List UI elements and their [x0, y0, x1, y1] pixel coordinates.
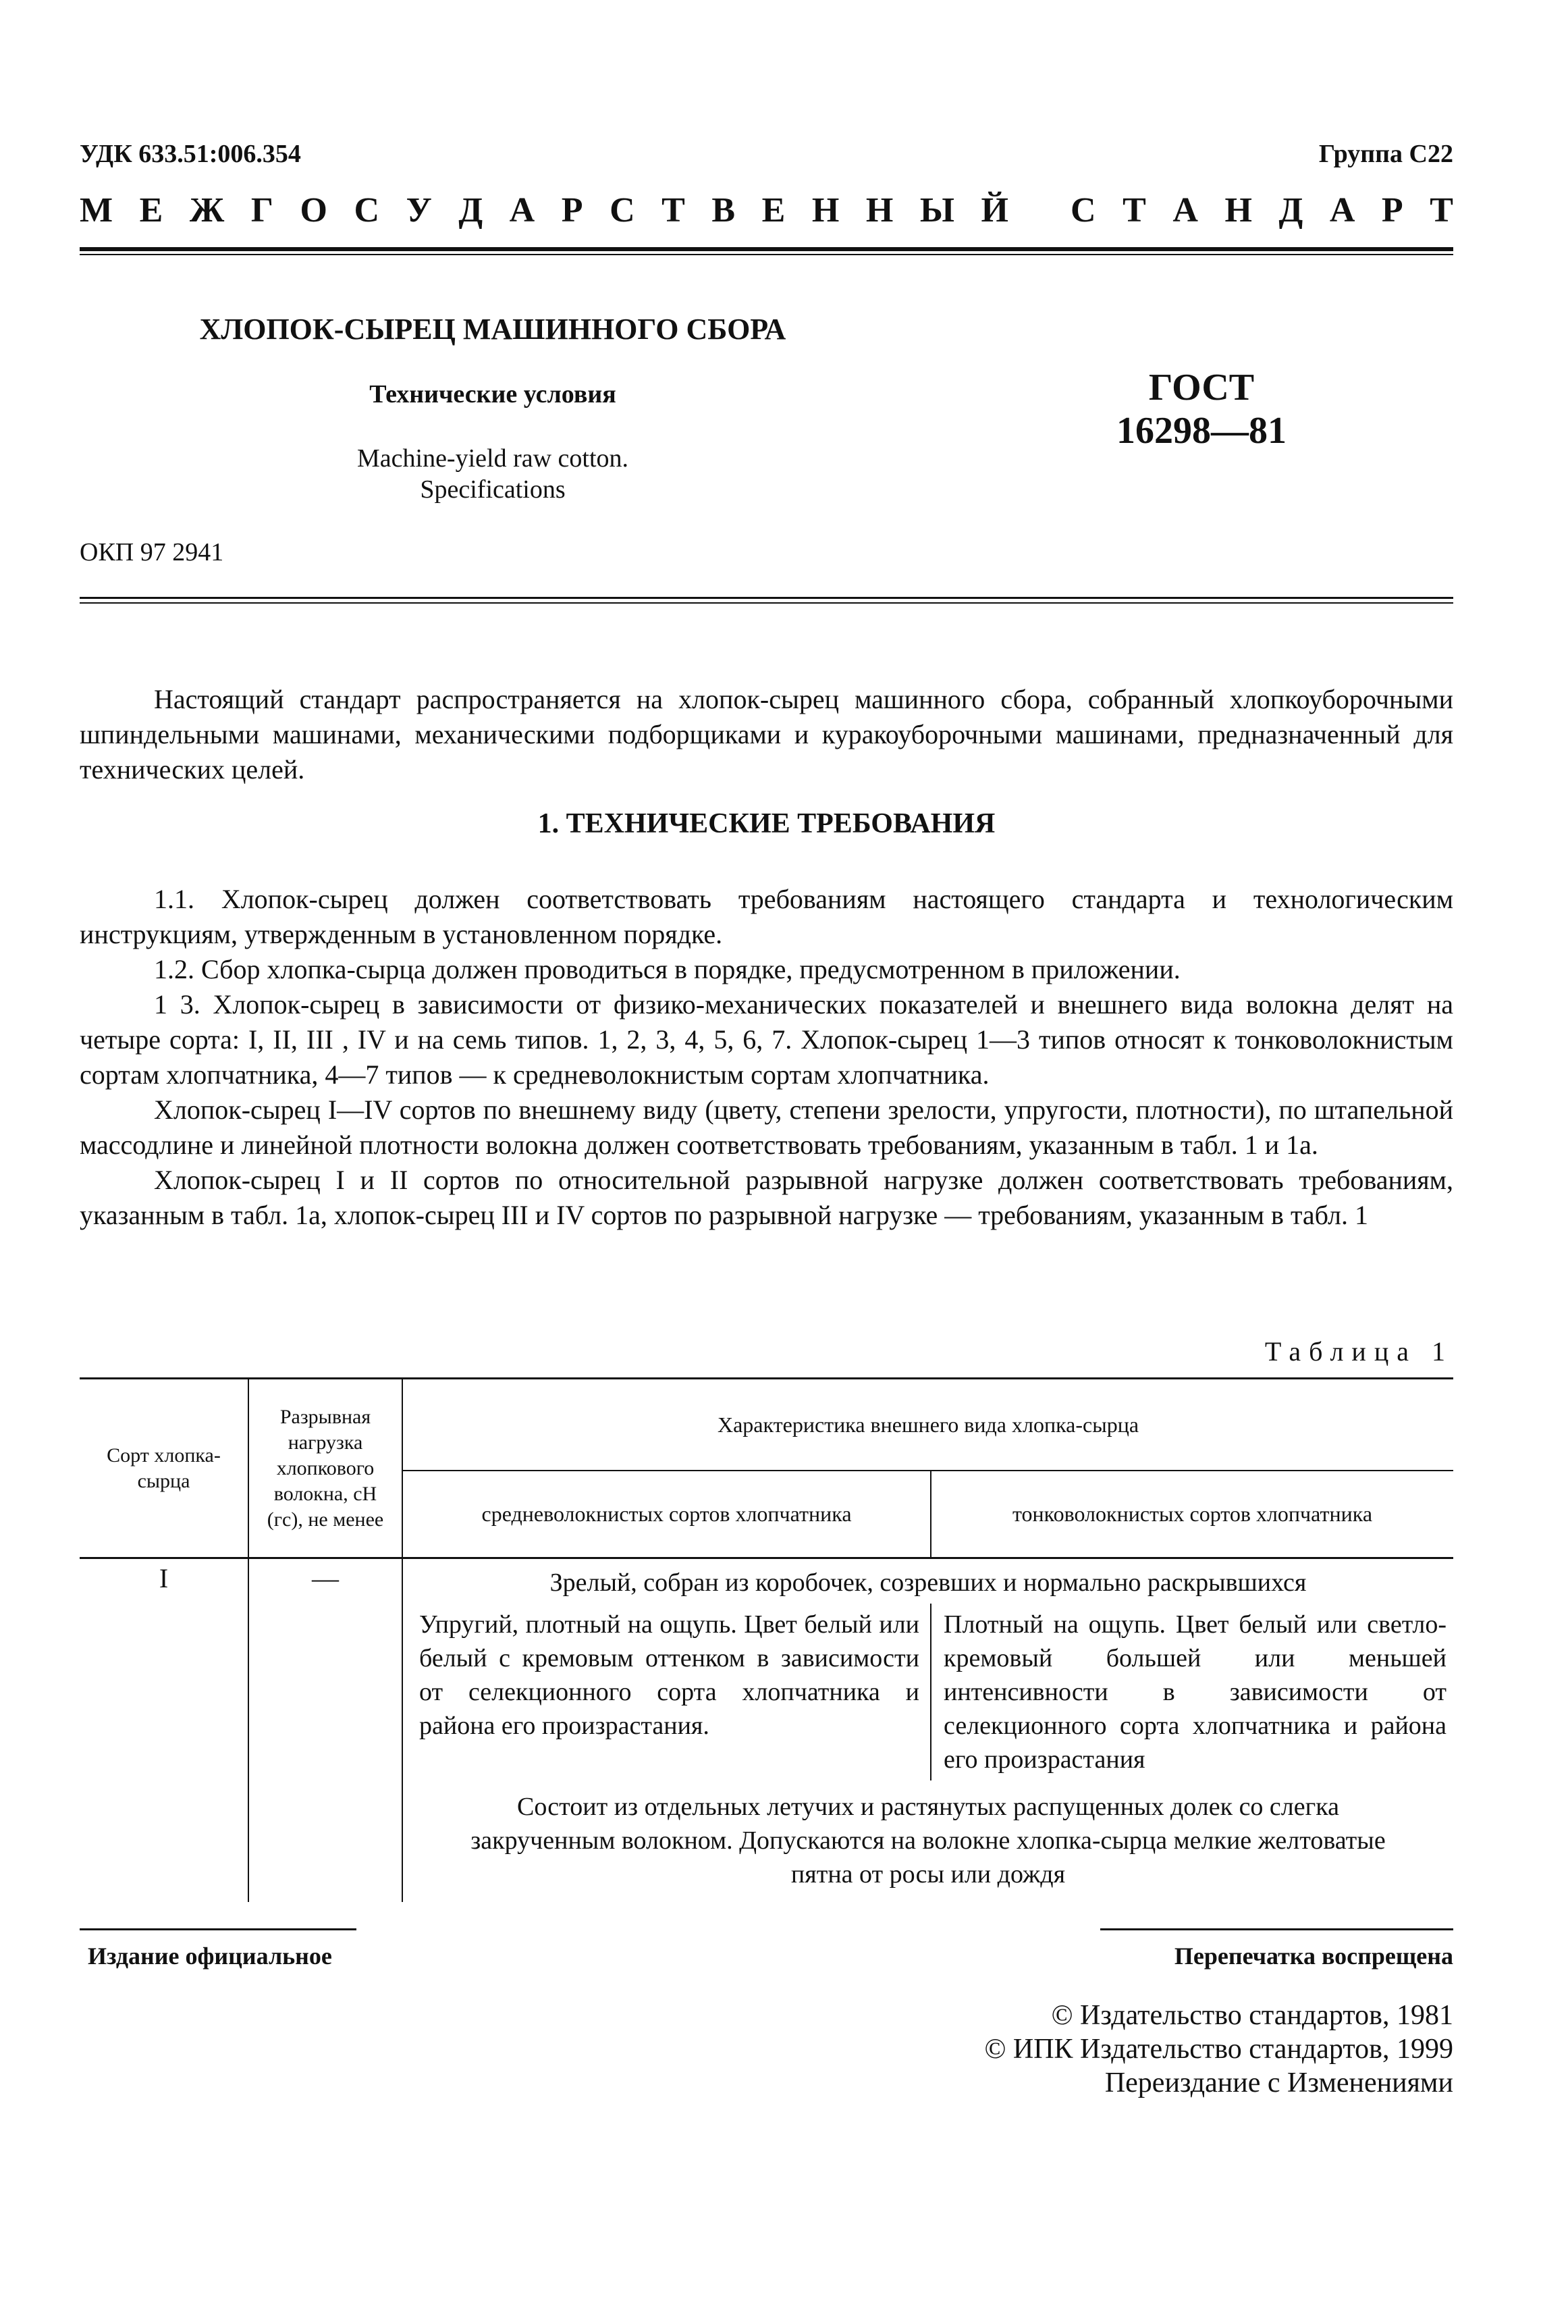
row-load: — — [248, 1558, 402, 1903]
english-title — [290, 443, 695, 505]
banner-letter: А — [509, 191, 535, 230]
row-medium-description: Упругий, плотный на ощупь. Цвет белый или белый с кремовым оттенком в зависимости от селекционного сорта хлопчатника и района его произрастания. — [402, 1604, 931, 1780]
banner-letter: О — [300, 191, 327, 230]
udk-code: УДК 633.51:006.354 — [80, 140, 301, 168]
banner-letter: Е — [139, 191, 163, 230]
banner-letter: У — [406, 191, 432, 230]
title-rule-2 — [80, 602, 1453, 604]
okp-code: ОКП 97 2941 — [80, 538, 224, 566]
banner-letter: Ы — [919, 191, 954, 230]
banner-letter: Н — [811, 191, 840, 230]
copyright-block — [984, 1999, 1453, 2100]
intro-text: Настоящий стандарт распространяется на хлопок-сырец машинного сбора, собранный хлопкоуборочными шпиндельными машинами, механическими подборщиками и куракоуборочными машинами, предназначенный для технических целей. — [80, 684, 1453, 785]
row-fine-description: Плотный на ощупь. Цвет белый или светло-кремовый большей или меньшей интенсивности в зависимости от селекционного сорта хлопчатника и района его произрастания — [944, 1610, 1447, 1774]
group-code: Группа С22 — [1318, 140, 1453, 168]
col-header-characteristic: Характеристика внешнего вида хлопка-сырца — [402, 1379, 1453, 1471]
document-subtitle: Технические условия — [369, 380, 616, 408]
official-edition: Издание официальное — [88, 1943, 332, 1970]
clause-1-3-load: Хлопок-сырец I и II сортов по относительной разрывной нагрузке должен соответствовать требованиям, указанным в табл. 1а, хлопок-сырец III и IV сортов по разрывной нагрузке — требованиям, указанным в табл. 1 — [80, 1165, 1453, 1230]
banner-letter: А — [1172, 191, 1198, 230]
table-1 — [80, 1377, 1453, 1902]
banner-letter: Р — [1381, 191, 1403, 230]
banner-letter: Д — [1278, 191, 1303, 230]
copyright-1981: © Издательство стандартов, 1981 — [1051, 2000, 1453, 2031]
english-title-line-1: Machine-yield raw cotton. — [356, 444, 629, 473]
table-caption: Таблица 1 — [1264, 1336, 1453, 1367]
section-body — [80, 882, 1453, 1233]
gost-number — [1060, 366, 1343, 452]
banner-letter: Ж — [189, 191, 225, 230]
clause-1-3: 1 3. Хлопок-сырец в зависимости от физико-механических показателей и внешнего вида волокна делят на четыре сорта: I, II, III , IV и на семь типов. 1, 2, 3, 4, 5, 6, 7. Хлопок-сырец 1—3 типов относят к тонковолокнистым сортам хлопчатника, 4—7 типов — к средневолокнистым сортам хлопчатника. — [80, 989, 1453, 1090]
reprint-prohibited: Перепечатка воспрещена — [1174, 1943, 1453, 1970]
banner-letter: Н — [1224, 191, 1252, 230]
gost-code: 16298—81 — [1116, 410, 1287, 452]
table-header-row-1 — [80, 1379, 1453, 1471]
col-header-sort: Сорт хлопка-сырца — [80, 1379, 248, 1558]
banner-letter: Н — [865, 191, 894, 230]
row-sort: I — [80, 1558, 248, 1903]
section-heading: 1. ТЕХНИЧЕСКИЕ ТРЕБОВАНИЯ — [537, 808, 996, 839]
banner-letter: А — [1329, 191, 1355, 230]
banner-letter: Р — [561, 191, 583, 230]
header-rule-thick — [80, 247, 1453, 251]
interstate-standard-banner — [80, 190, 1453, 230]
banner-letter: Е — [761, 191, 786, 230]
banner-letter: Д — [458, 191, 483, 230]
title-rule-1 — [80, 597, 1453, 599]
col-header-load: Разрывная нагрузка хлопкового волокна, сН (гс), не менее — [248, 1379, 402, 1558]
copyright-1999: © ИПК Издательство стандартов, 1999 — [984, 2034, 1453, 2065]
banner-letter: С — [1071, 191, 1096, 230]
banner-letter: Т — [1123, 191, 1146, 230]
col-header-fine: тонковолокнистых сортов хлопчатника — [931, 1471, 1453, 1558]
clause-1-1: 1.1. Хлопок-сырец должен соответствовать требованиям настоящего стандарта и технологическим инструкциям, утвержденным в установленном порядке. — [80, 884, 1453, 949]
table-row — [80, 1558, 1453, 1604]
banner-letter: Т — [1430, 191, 1453, 230]
banner-letter: М — [80, 191, 113, 230]
footer-rule-right — [1100, 1928, 1453, 1930]
reissue-note: Переиздание с Изменениями — [1104, 2067, 1453, 2098]
banner-letter: Т — [661, 191, 685, 230]
banner-letter: С — [354, 191, 380, 230]
row-common-bottom: Состоит из отдельных летучих и растянутых распущенных долек со слегка закрученным волокном. Допускаются на волокне хлопка-сырца мелкие желтоватые пятна от росы или дождя — [470, 1793, 1386, 1889]
english-title-line-2: Specifications — [420, 475, 566, 504]
gost-label: ГОСТ — [1148, 367, 1255, 408]
intro-paragraph — [80, 682, 1453, 787]
header-rule-thin — [80, 254, 1453, 255]
clause-1-3-appearance: Хлопок-сырец I—IV сортов по внешнему виду (цвету, степени зрелости, упругости, плотности), по штапельной массодлине и линейной плотности волокна должен соответствовать требованиям, указанным в табл. 1 и 1а. — [80, 1094, 1453, 1160]
banner-letter — [1035, 190, 1044, 230]
col-header-medium: средневолокнистых сортов хлопчатника — [402, 1471, 931, 1558]
banner-letter: В — [711, 191, 736, 230]
clause-1-2: 1.2. Сбор хлопка-сырца должен проводиться в порядке, предусмотренном в приложении. — [154, 954, 1181, 984]
footer-rule-left — [80, 1928, 356, 1930]
row-common-top: Зрелый, собран из коробочек, созревших и нормально раскрывшихся — [549, 1568, 1307, 1597]
document-title: ХЛОПОК-СЫРЕЦ МАШИННОГО СБОРА — [199, 313, 786, 346]
banner-letter: Й — [981, 191, 1008, 230]
banner-letter: Г — [250, 191, 273, 230]
banner-letter: С — [610, 191, 635, 230]
